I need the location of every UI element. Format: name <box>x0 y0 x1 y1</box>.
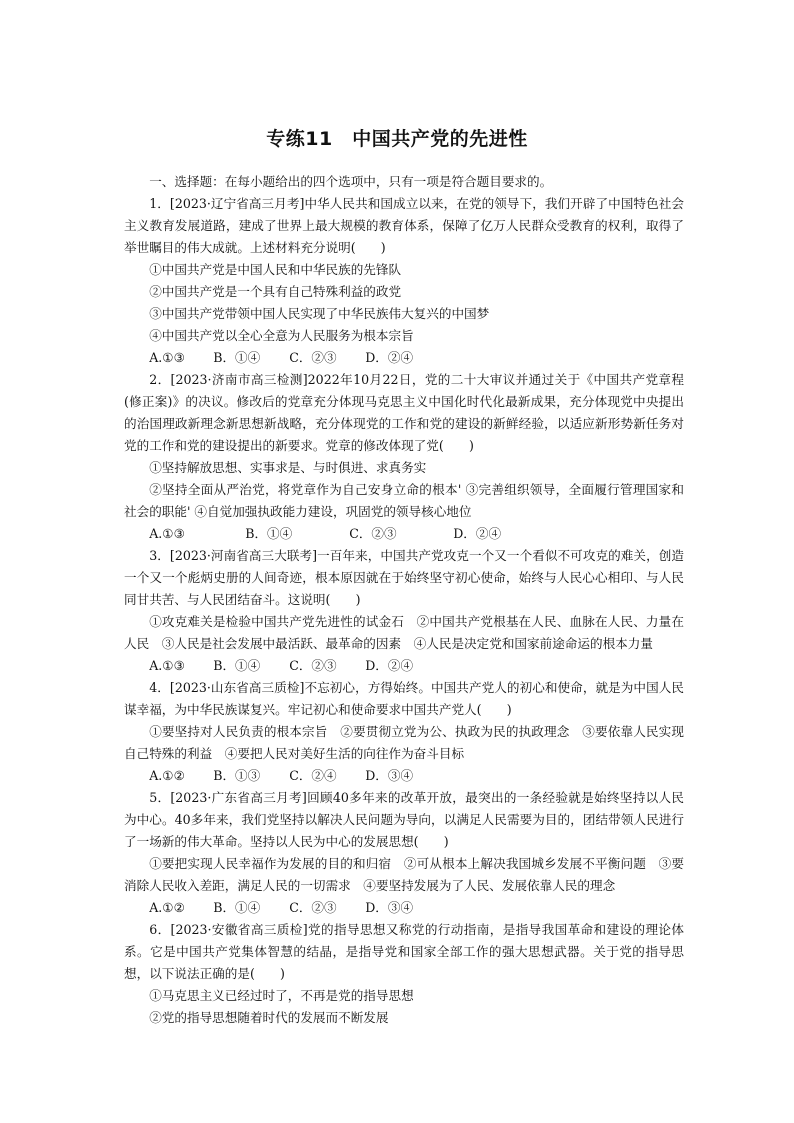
choice-c: C．②③ <box>289 350 337 365</box>
choice-a: A.①② <box>149 768 185 783</box>
question-6 <box>124 919 684 1029</box>
question-stem: 1．[2023·辽宁省高三月考]中华人民共和国成立以来，在党的领导下，我们开辟了中国特色社会主义教育发展道路，建成了世界上最大规模的教育体系，保障了亿万人民群众受教育的权利，取得了举世瞩目的伟大成就。上述材料充分说明( ) <box>124 196 684 255</box>
question-stem: 2．[2023·济南市高三检测]2022年10月22日，党的二十大审议并通过关于《中国共产党章程(修正案)》的决议。修改后的党章充分体现马克思主义中国化时代化最新成果，充分体现党中央提出的治国理政新理念新思想新战略，充分体现党的工作和党的建设的新鲜经验，以适应新形势新任务对党的工作和党的建设提出的新要求。党章的修改体现了党( ) <box>124 372 684 453</box>
statement-item: ②坚持全面从严治党，将党章作为自己安身立命的根本' ③完善组织领导，全面履行管理国家和社会的职能' ④自觉加强执政能力建设，巩固党的领导核心地位 <box>124 482 684 519</box>
choice-a: A.①③ <box>149 658 185 673</box>
choice-b: B．①④ <box>213 658 261 673</box>
question-3 <box>124 545 684 677</box>
choice-b: B．①③ <box>213 768 261 783</box>
question-stem: 5．[2023·广东省高三月考]回顾40多年来的改革开放，最突出的一条经验就是始终坚持以人民为中心。40多年来，我们党坚持以解决人民问题为导向，以满足人民需要为目的，团结带领人民进行了一场新的伟大革命。坚持以人民为中心的发展思想( ) <box>124 790 684 849</box>
answer-choices <box>124 655 684 677</box>
statement-item: ①马克思主义已经过时了，不再是党的指导思想 <box>149 988 414 1003</box>
statement-item: ②中国共产党是一个具有自己特殊利益的政党 <box>149 284 402 299</box>
answer-choices <box>124 523 684 545</box>
question-stem: 3．[2023·河南省高三大联考]一百年来，中国共产党攻克一个又一个看似不可攻克的难关，创造一个又一个彪炳史册的人间奇迹，根本原因就在于始终坚守初心使命，始终与人民心心相印、与人民同甘共苦、与人民团结奋斗。这说明( ) <box>124 548 684 607</box>
question-2 <box>124 369 684 545</box>
statement-item: ③中国共产党带领中国人民实现了中华民族伟大复兴的中国梦 <box>149 306 490 321</box>
choice-b: B．①④ <box>213 350 261 365</box>
answer-choices <box>124 347 684 369</box>
statement-item: ①坚持解放思想、实事求是、与时俱进、求真务实 <box>149 460 427 475</box>
answer-choices <box>124 765 684 787</box>
choice-a: A.①② <box>149 900 185 915</box>
choice-d: D．③④ <box>365 900 414 915</box>
choice-d: D．②④ <box>453 526 502 541</box>
document-body <box>124 171 684 1029</box>
answer-choices <box>124 897 684 919</box>
statement-item: ①要把实现人民幸福作为发展的目的和归宿 ②可从根本上解决我国城乡发展不平衡问题 ③要消除人民收入差距，满足人民的一切需求 ④要坚持发展为了人民、发展依靠人民的理念 <box>124 856 684 893</box>
statement-item: ①攻克难关是检验中国共产党先进性的试金石 ②中国共产党根基在人民、血脉在人民、力量在人民 ③人民是社会发展中最活跃、最革命的因素 ④人民是决定党和国家前途命运的根本力量 <box>124 614 684 651</box>
choice-b: B．①④ <box>245 526 293 541</box>
choice-d: D．②④ <box>365 350 414 365</box>
choice-b: B．①④ <box>213 900 261 915</box>
question-stem: 6．[2023·安徽省高三质检]党的指导思想又称党的行动指南，是指导我国革命和建设的理论体系。它是中国共产党集体智慧的结晶，是指导党和国家全部工作的强大思想武器。关于党的指导思想，以下说法正确的是( ) <box>124 922 684 981</box>
choice-d: D．②④ <box>365 658 414 673</box>
statement-item: ①中国共产党是中国人民和中华民族的先锋队 <box>149 262 402 277</box>
choice-a: A.①③ <box>149 526 185 541</box>
choice-c: C．②③ <box>289 900 337 915</box>
choice-c: C．②④ <box>289 768 337 783</box>
question-1 <box>124 193 684 369</box>
choice-a: A.①③ <box>149 350 185 365</box>
question-4 <box>124 677 684 787</box>
question-5 <box>124 787 684 919</box>
choice-c: C．②③ <box>289 658 337 673</box>
page-title: 专练11 中国共产党的先进性 <box>266 128 528 150</box>
section-heading: 一、选择题：在每小题给出的四个选项中，只有一项是符合题目要求的。 <box>149 174 553 189</box>
question-stem: 4．[2023·山东省高三质检]不忘初心，方得始终。中国共产党人的初心和使命，就是为中国人民谋幸福，为中华民族谋复兴。牢记初心和使命要求中国共产党人( ) <box>124 680 684 717</box>
statement-item: ②党的指导思想随着时代的发展而不断发展 <box>149 1010 389 1025</box>
statement-item: ①要坚持对人民负责的根本宗旨 ②要贯彻立党为公、执政为民的执政理念 ③要依靠人民实现自己特殊的利益 ④要把人民对美好生活的向往作为奋斗目标 <box>124 724 684 761</box>
statement-item: ④中国共产党以全心全意为人民服务为根本宗旨 <box>149 328 414 343</box>
choice-d: D．③④ <box>365 768 414 783</box>
choice-c: C．②③ <box>349 526 397 541</box>
